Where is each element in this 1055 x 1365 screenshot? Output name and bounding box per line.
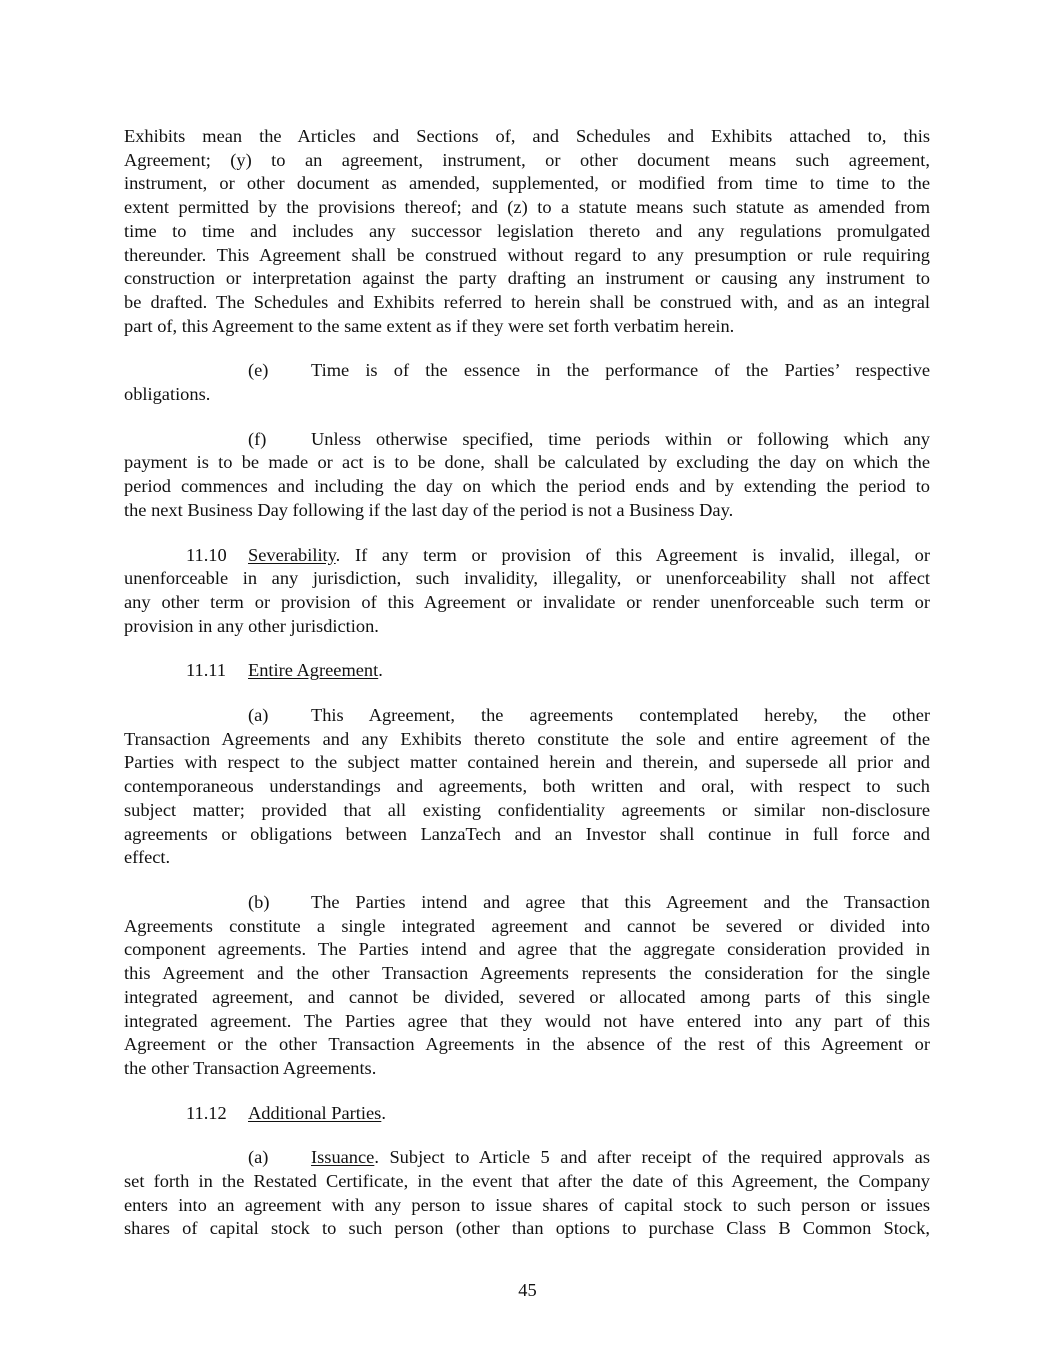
line-text: integrated agreement. The Parties agree that they would not have entered into any part of this (124, 1010, 930, 1031)
text-line (124, 196, 930, 220)
paragraph-number: (f) (248, 428, 267, 449)
paragraph-number: (b) (248, 891, 270, 912)
subsection-paragraph (124, 359, 930, 406)
text-line (124, 315, 930, 339)
text-line (124, 383, 930, 407)
line-text: . Subject to Article 5 and after receipt of the required approvals as (374, 1147, 930, 1168)
line-content (311, 359, 930, 383)
line-content (248, 544, 930, 568)
section-heading: Additional Parties (248, 1102, 382, 1123)
text-line (124, 149, 930, 173)
text-line (124, 591, 930, 615)
line-text: time to time and includes any successor legislation thereto and any regulations promulgated (124, 220, 930, 241)
text-line (124, 1170, 930, 1194)
text-line (124, 986, 930, 1010)
text-line (124, 659, 930, 683)
paragraph-number: (a) (248, 1147, 269, 1168)
line-text: enters into an agreement with any person to issue shares of capital stock to such person or issues (124, 1194, 930, 1215)
line-text: Agreement or the other Transaction Agreements in the absence of the rest of this Agreement or (124, 1034, 930, 1055)
line-text: Unless otherwise specified, time periods within or following which any (311, 428, 930, 449)
text-line (124, 823, 930, 847)
line-content (248, 1102, 930, 1126)
paragraph-number: (e) (248, 360, 269, 381)
line-text: the other Transaction Agreements. (124, 1057, 377, 1078)
line-text: component agreements. The Parties intend and agree that the aggregate consideration provided in (124, 939, 930, 960)
text-line (124, 1033, 930, 1057)
text-line (124, 891, 930, 915)
line-text: unenforceable in any jurisdiction, such invalidity, illegality, or unenforceability shall not affect (124, 568, 930, 589)
text-line (124, 846, 930, 870)
line-text: obligations. (124, 384, 211, 405)
line-text: Parties with respect to the subject matter contained herein and therein, and supersede all prior and (124, 752, 930, 773)
line-text: contemporaneous understandings and agreements, both written and oral, with respect to such (124, 776, 930, 797)
section-heading: Severability (248, 544, 336, 565)
line-content (311, 704, 930, 728)
text-line (124, 728, 930, 752)
line-text: set forth in the Restated Certificate, in the event that after the date of this Agreement, the Company (124, 1171, 930, 1192)
text-line (124, 451, 930, 475)
text-line (124, 499, 930, 523)
line-text: Exhibits mean the Articles and Sections of, and Schedules and Exhibits attached to, this (124, 126, 930, 146)
text-line (124, 938, 930, 962)
line-text: instrument, or other document as amended, supplemented, or modified from time to time to the (124, 173, 930, 194)
line-text: shares of capital stock to such person (other than options to purchase Class B Common Stock, (124, 1218, 930, 1239)
text-line (124, 799, 930, 823)
text-line (124, 1217, 930, 1241)
section-heading: Issuance (311, 1147, 375, 1168)
subsection-paragraph (124, 428, 930, 523)
text-line (124, 962, 930, 986)
section-heading: Entire Agreement (248, 660, 379, 681)
line-content (248, 659, 930, 683)
text-line (124, 544, 930, 568)
paragraph-number: (a) (248, 705, 269, 726)
line-content (311, 428, 930, 452)
text-line (124, 125, 930, 149)
text-line (124, 615, 930, 639)
line-text: construction or interpretation against the party drafting an instrument or causing any instrument to (124, 268, 930, 289)
text-line (124, 775, 930, 799)
text-line (124, 291, 930, 315)
line-text: this Agreement and the other Transaction Agreements represents the consideration for the single (124, 963, 930, 984)
text-line (124, 220, 930, 244)
line-text: part of, this Agreement to the same extent as if they were set forth verbatim herein. (124, 315, 735, 336)
line-text: Time is of the essence in the performance of the Parties’ respective (311, 360, 930, 381)
line-text: Agreement; (y) to an agreement, instrument, or other document means such agreement, (124, 149, 930, 170)
text-line (124, 1010, 930, 1034)
line-text: payment is to be made or act is to be done, shall be calculated by excluding the day on which the (124, 452, 930, 473)
line-content (311, 1146, 930, 1170)
subsection-paragraph (124, 891, 930, 1081)
line-text: integrated agreement, and cannot be divided, severed or allocated among parts of this single (124, 986, 930, 1007)
line-text: Agreements constitute a single integrated agreement and cannot be severed or divided into (124, 915, 930, 936)
line-text: subject matter; provided that all existing confidentiality agreements or similar non-disclosure (124, 799, 930, 820)
text-line (124, 244, 930, 268)
line-text: be drafted. The Schedules and Exhibits referred to herein shall be construed with, and as an integral (124, 291, 930, 312)
text-line (124, 751, 930, 775)
line-text: . (381, 1102, 386, 1123)
paragraph (124, 125, 930, 338)
paragraph-number: 11.11 (186, 660, 227, 681)
line-text: provision in any other jurisdiction. (124, 615, 379, 636)
text-line (124, 475, 930, 499)
line-text: . (378, 660, 383, 681)
line-text: period commences and including the day on which the period ends and by extending the period to (124, 476, 930, 497)
text-line (124, 915, 930, 939)
section-paragraph (124, 544, 930, 639)
text-line (124, 567, 930, 591)
line-content (311, 891, 930, 915)
text-line (124, 359, 930, 383)
text-line (124, 704, 930, 728)
page-number: 45 (518, 1280, 537, 1300)
paragraph-number: 11.10 (186, 544, 227, 565)
line-text: agreements or obligations between LanzaTech and an Investor shall continue in full force and (124, 823, 930, 844)
line-text: extent permitted by the provisions thereof; and (z) to a statute means such statute as amended from (124, 197, 930, 218)
line-text: the next Business Day following if the last day of the period is not a Business Day. (124, 499, 734, 520)
text-line (124, 1194, 930, 1218)
text-line (124, 1102, 930, 1126)
text-line (124, 172, 930, 196)
line-text: Transaction Agreements and any Exhibits thereto constitute the sole and entire agreement of the (124, 728, 930, 749)
text-line (124, 428, 930, 452)
line-text: effect. (124, 847, 171, 868)
paragraph-number: 11.12 (186, 1102, 227, 1123)
subsection-paragraph (124, 704, 930, 870)
document-body (124, 125, 930, 1262)
line-text: The Parties intend and agree that this Agreement and the Transaction (311, 891, 930, 912)
subsection-paragraph (124, 1146, 930, 1241)
section-paragraph (124, 1102, 930, 1126)
line-text: . If any term or provision of this Agreement is invalid, illegal, or (335, 544, 930, 565)
line-text: any other term or provision of this Agreement or invalidate or render unenforceable such term or (124, 591, 930, 612)
text-line (124, 267, 930, 291)
line-text: thereunder. This Agreement shall be construed without regard to any presumption or rule requiring (124, 244, 930, 265)
line-text: This Agreement, the agreements contemplated hereby, the other (311, 705, 930, 726)
text-line (124, 1146, 930, 1170)
section-paragraph (124, 659, 930, 683)
text-line (124, 1057, 930, 1081)
